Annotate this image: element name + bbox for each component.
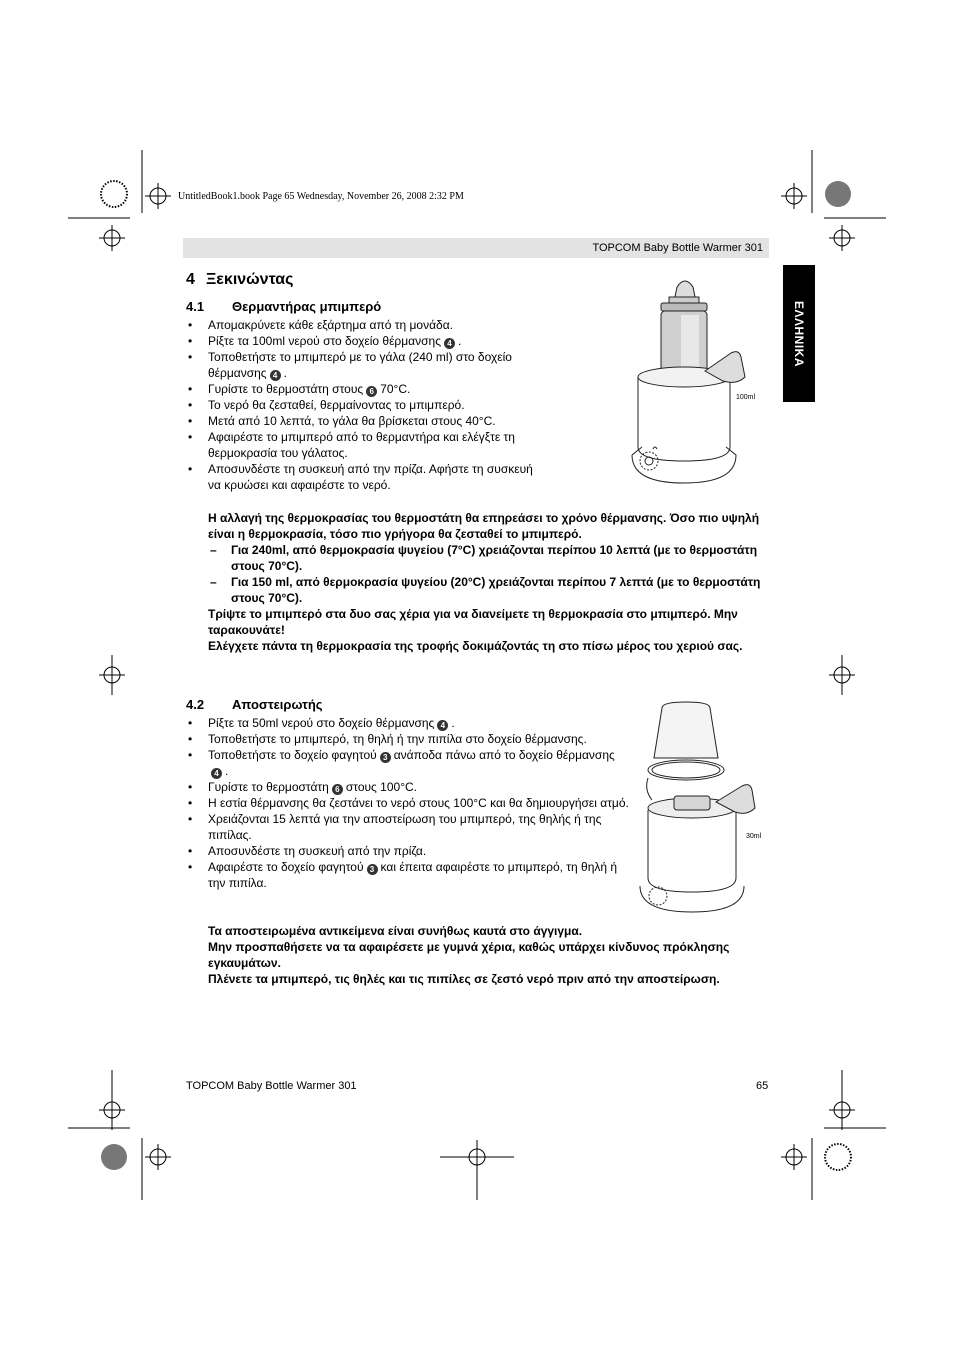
item-text: Τοποθετήστε το δοχείο φαγητού xyxy=(208,748,377,762)
item-text: . xyxy=(283,366,287,380)
bottle-warmer-illustration xyxy=(625,275,770,500)
item-text: Ρίξτε τα 100ml νερού στο δοχείο θέρμανσης xyxy=(208,334,441,348)
item-text: Τοποθετήστε το μπιμπερό με το γάλα (240 ml) στο δοχείο θέρμανσης xyxy=(208,350,512,380)
book-info-line: UntitledBook1.book Page 65 Wednesday, November 26, 2008 2:32 PM xyxy=(178,191,464,202)
part-number-badge: 3 xyxy=(367,864,378,875)
item-text: Γυρίστε το θερμοστάτη στους xyxy=(208,382,364,396)
list-item xyxy=(186,333,546,349)
list-item xyxy=(186,381,546,397)
list-item xyxy=(186,779,631,795)
list-item xyxy=(186,397,546,413)
section-heading xyxy=(186,271,293,289)
page-number: 65 xyxy=(756,1080,769,1092)
item-text: . xyxy=(451,716,455,730)
list-item xyxy=(186,731,631,747)
subsection-title: Αποστειρωτής xyxy=(232,697,323,712)
item-text: Αποσυνδέστε τη συσκευή από την πρίζα. xyxy=(208,844,427,858)
subsection-heading-4-2 xyxy=(186,697,323,712)
list-item xyxy=(186,795,631,811)
item-text: στους 100°C. xyxy=(345,780,417,794)
item-text: 70°C. xyxy=(380,382,411,396)
sterilizer-illustration xyxy=(630,698,770,930)
item-text: Αφαιρέστε το δοχείο φαγητού xyxy=(208,860,364,874)
part-number-badge: 6 xyxy=(366,386,377,397)
list-item xyxy=(186,811,631,843)
list-item xyxy=(186,413,546,429)
dash-item-240ml: – Για 240ml, από θερμοκρασία ψυγείου (7°C) χρειάζονται περίπου 10 λεπτά (με το θερμοστάτη στους 70°C). xyxy=(210,543,758,573)
part-number-badge: 4 xyxy=(437,720,448,731)
item-text: Αφαιρέστε το μπιμπερό από το θερμαντήρα και ελέγξτε τη θερμοκρασία του γάλατος. xyxy=(208,430,515,460)
dash: – xyxy=(210,543,217,557)
dash: – xyxy=(210,575,217,589)
note-heating-time: Η αλλαγή της θερμοκρασίας του θερμοστάτη θα επηρεάσει το χρόνο θέρμανσης. Όσο πιο υψηλή είναι η θερμοκρασία, τόσο πιο γρήγορα θα ζεσταθεί το μπιμπερό. xyxy=(208,511,760,541)
notes-4-1 xyxy=(208,510,768,654)
language-tab-label: ΕΛΛΗΝΙΚΑ xyxy=(792,300,806,367)
language-tab xyxy=(783,265,815,402)
list-item xyxy=(186,429,546,461)
measure-label-100ml: 100ml xyxy=(736,394,756,401)
list-item xyxy=(186,349,546,381)
note-wash-items: Πλένετε τα μπιμπερό, τις θηλές και τις πιπίλες σε ζεστό νερό πριν από την αποστείρωση. xyxy=(208,972,720,986)
subsection-number: 4.1 xyxy=(186,299,205,314)
section-number: 4 xyxy=(186,271,195,288)
item-text: . xyxy=(225,764,229,778)
subsection-number: 4.2 xyxy=(186,697,205,712)
item-text: Μετά από 10 λεπτά, το γάλα θα βρίσκεται στους 40°C. xyxy=(208,414,496,428)
item-text: Ρίξτε τα 50ml νερού στο δοχείο θέρμανσης xyxy=(208,716,435,730)
item-text: ανάποδα πάνω από το δοχείο θέρμανσης xyxy=(393,748,615,762)
bullet-list-4-2 xyxy=(186,715,631,891)
subsection-heading-4-1 xyxy=(186,299,381,314)
note-burn-risk: Μην προσπαθήσετε να τα αφαιρέσετε με γυμνά χέρια, καθώς υπάρχει κίνδυνος πρόκλησης εγκαυμάτων. xyxy=(208,940,730,970)
item-text: Γυρίστε το θερμοστάτη xyxy=(208,780,329,794)
item-text: Τοποθετήστε το μπιμπερό, τη θηλή ή την πιπίλα στο δοχείο θέρμανσης. xyxy=(208,732,587,746)
item-text: . xyxy=(457,334,462,348)
bullet-list-4-1 xyxy=(186,317,546,493)
part-number-badge: 6 xyxy=(332,784,343,795)
item-text: Η εστία θέρμανσης θα ζεστάνει το νερό στους 100°C και θα δημιουργήσει ατμό. xyxy=(208,796,629,810)
item-text: Χρειάζονται 15 λεπτά για την αποστείρωση του μπιμπερό, της θηλής ή της πιπίλας. xyxy=(208,812,602,842)
notes-4-2 xyxy=(208,923,768,987)
item-text: Το νερό θα ζεσταθεί, θερμαίνοντας το μπιμπερό. xyxy=(208,398,465,412)
measure-label-30ml: 30ml xyxy=(746,833,762,840)
dash-item-150ml: – Για 150 ml, από θερμοκρασία ψυγείου (20°C) χρειάζονται περίπου 7 λεπτά (με το θερμοστάτη στους 70°C). xyxy=(210,575,761,605)
item-text: Απομακρύνετε κάθε εξάρτημα από τη μονάδα. xyxy=(208,318,453,332)
header-title: TOPCOM Baby Bottle Warmer 301 xyxy=(592,242,763,254)
part-number-badge: 4 xyxy=(211,768,222,779)
footer-title: TOPCOM Baby Bottle Warmer 301 xyxy=(186,1080,357,1092)
note-hot-items: Τα αποστειρωμένα αντικείμενα είναι συνήθως καυτά στο άγγιγμα. xyxy=(208,924,583,938)
note-rub-bottle: Τρίψτε το μπιμπερό στα δυο σας χέρια για να διανείμετε τη θερμοκρασία στο μπιμπερό. Μην ταρακουνάτε! xyxy=(208,607,738,637)
item-text: και έπειτα αφαιρέστε το μπιμπερό, τη θηλή ή την πιπίλα. xyxy=(208,860,618,890)
list-item xyxy=(186,859,631,891)
part-number-badge: 4 xyxy=(270,370,281,381)
list-item xyxy=(186,317,546,333)
list-item xyxy=(186,747,631,779)
item-text: Αποσυνδέστε τη συσκευή από την πρίζα. Αφήστε τη συσκευή να κρυώσει και αφαιρέστε το νερό. xyxy=(208,462,533,492)
list-item xyxy=(186,715,631,731)
list-item xyxy=(186,843,631,859)
list-item xyxy=(186,461,546,493)
note-check-temp: Ελέγχετε πάντα τη θερμοκρασία της τροφής δοκιμάζοντάς τη στο πίσω μέρος του χεριού σας. xyxy=(208,639,743,653)
part-number-badge: 3 xyxy=(380,752,391,763)
subsection-title: Θερμαντήρας μπιμπερό xyxy=(232,299,382,314)
part-number-badge: 4 xyxy=(444,338,455,349)
section-title: Ξεκινώντας xyxy=(206,271,294,288)
